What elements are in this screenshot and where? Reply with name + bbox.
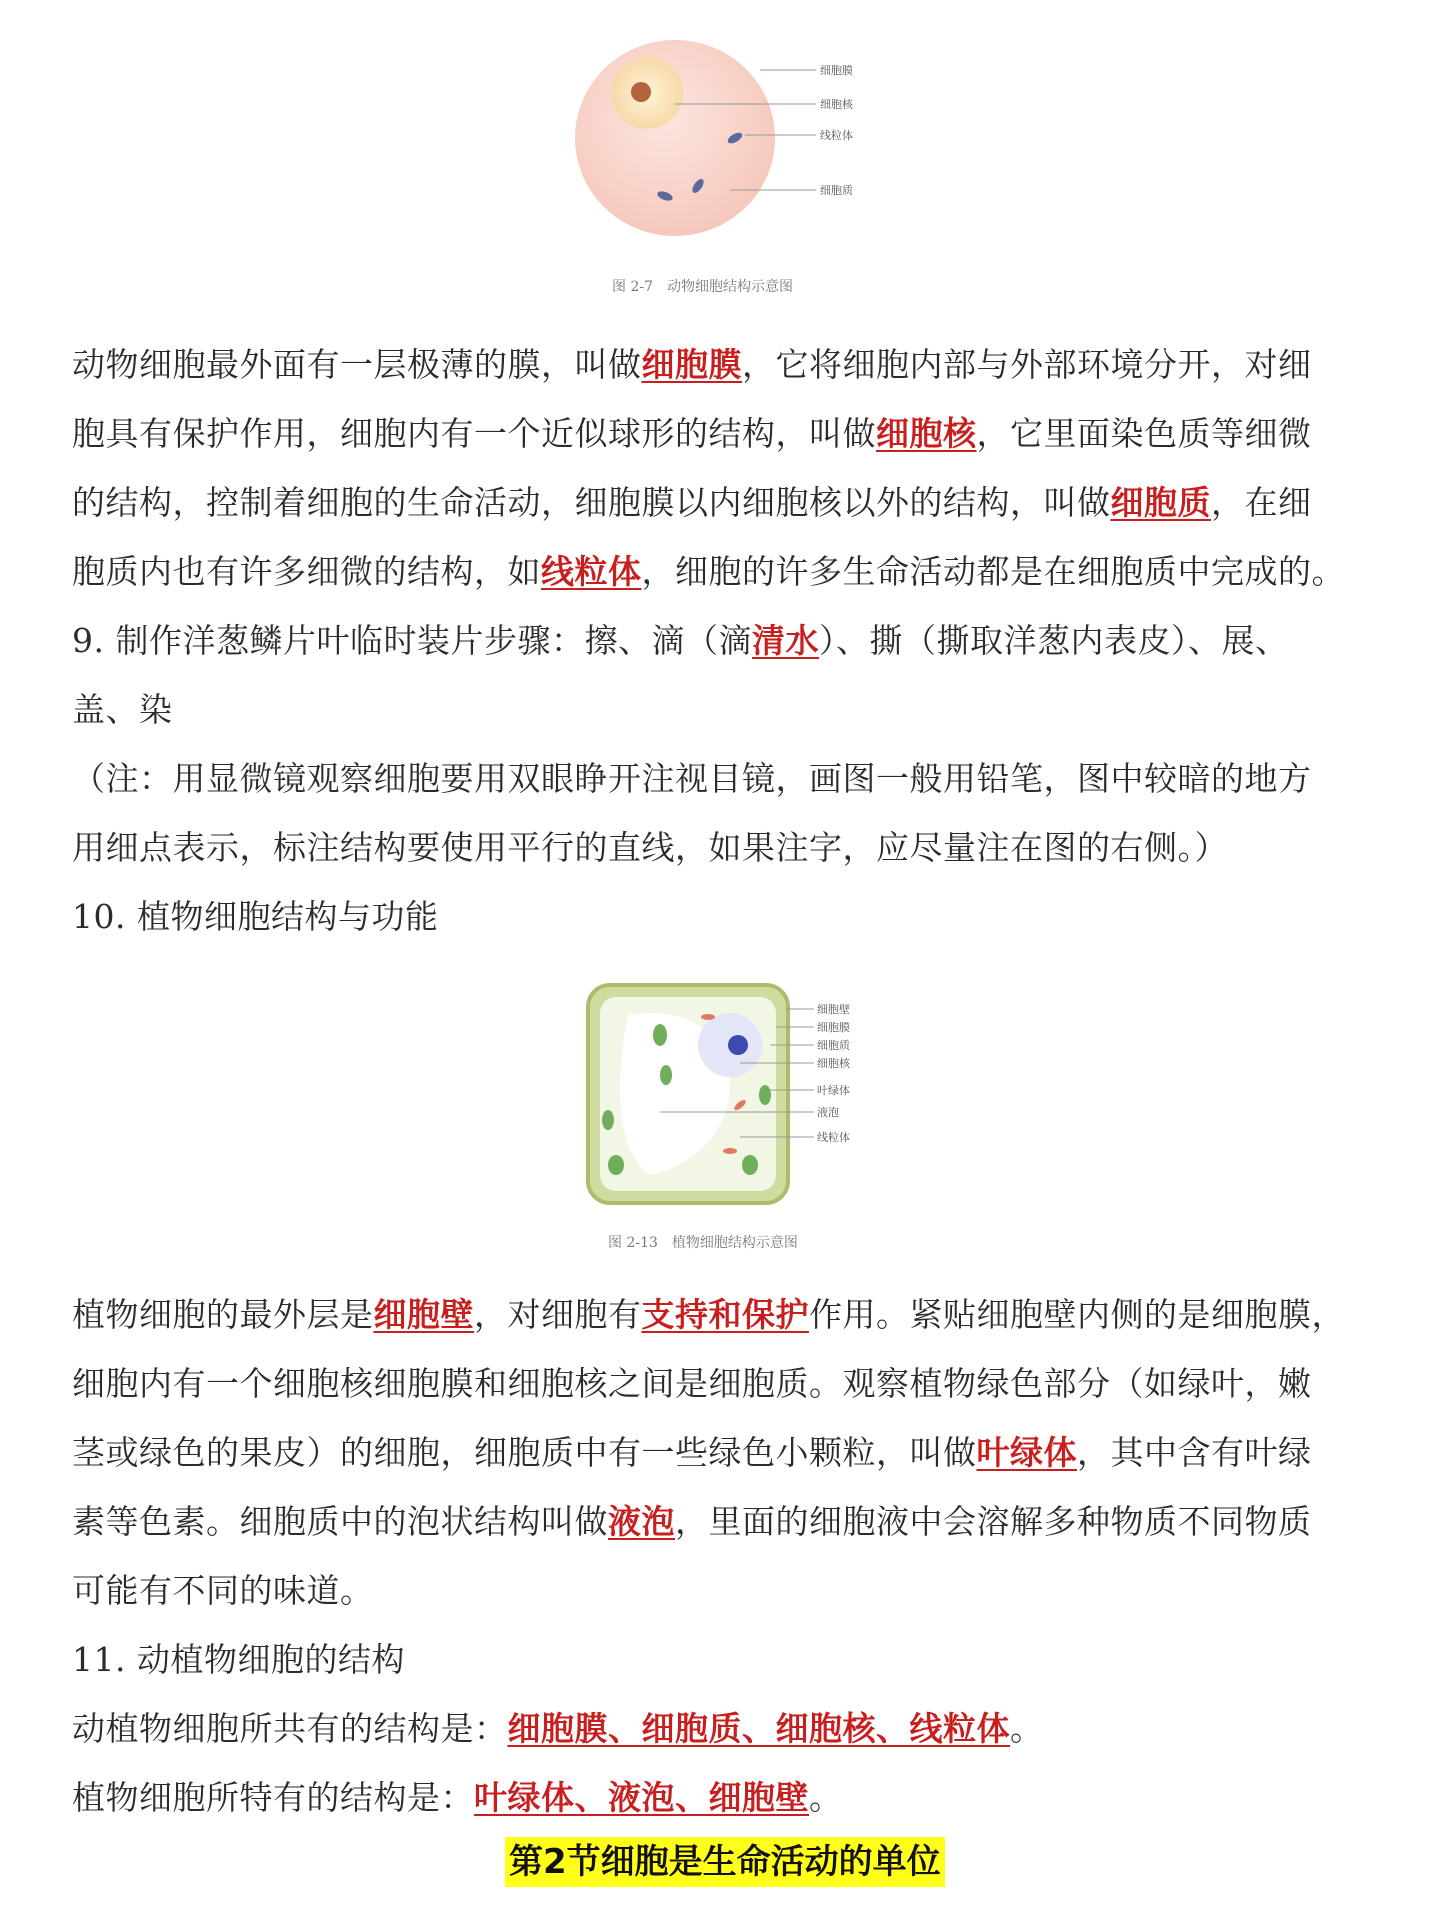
heading-11	[72, 1625, 1402, 1694]
label-nucleus: 细胞核	[820, 98, 853, 111]
text: ，它将细胞内部与外部环境分开，对细	[742, 345, 1312, 384]
label-membrane: 细胞膜	[820, 64, 853, 77]
chloroplast	[608, 1155, 624, 1175]
text: 。	[809, 1778, 843, 1817]
text: 用细点表示，标注结构要使用平行的直线，如果注字，应尽量注在图的右侧。）	[72, 828, 1228, 867]
animal-cell-figure	[560, 18, 880, 258]
plant-cell-diagram	[580, 975, 880, 1215]
text: ，在细	[1211, 483, 1312, 522]
label-vacuole: 液泡	[817, 1106, 839, 1119]
figure1-caption: 图 2-7 动物细胞结构示意图	[612, 279, 793, 295]
keyword-mitochondria: 线粒体	[541, 552, 642, 591]
item-9-paragraph	[72, 606, 1402, 744]
mitochondrion	[701, 1014, 715, 1020]
text: 细胞内有一个细胞核细胞膜和细胞核之间是细胞质。观察植物绿色部分（如绿叶，嫩	[72, 1364, 1312, 1403]
keyword-cytoplasm: 细胞质	[1110, 483, 1211, 522]
chloroplast	[602, 1110, 614, 1130]
text: 素等色素。细胞质中的泡状结构叫做	[72, 1502, 608, 1541]
text: 胞质内也有许多细微的结构，如	[72, 552, 541, 591]
cell-body	[575, 40, 775, 236]
figure2-caption: 图 2-13 植物细胞结构示意图	[608, 1235, 798, 1251]
label-mitochondria: 线粒体	[820, 129, 853, 142]
keyword-nucleus: 细胞核	[876, 414, 977, 453]
heading-10	[72, 882, 1402, 951]
mitochondrion	[723, 1148, 737, 1154]
keyword-water: 清水	[751, 621, 819, 660]
plant-cell-figure	[580, 975, 880, 1215]
label-cell-wall: 细胞壁	[817, 1003, 850, 1016]
text: 可能有不同的味道。	[72, 1571, 374, 1610]
keyword-cell-membrane: 细胞膜	[641, 345, 742, 384]
text: 盖、染	[72, 690, 173, 729]
text: ，对细胞有	[474, 1295, 642, 1334]
text: ，里面的细胞液中会溶解多种物质不同物质	[675, 1502, 1312, 1541]
keyword-cell-wall: 细胞壁	[373, 1295, 474, 1334]
heading-text: 11. 动植物细胞的结构	[72, 1640, 405, 1679]
label-nucleus: 细胞核	[817, 1057, 850, 1070]
text: （注：用显微镜观察细胞要用双眼睁开注视目镜，画图一般用铅笔，图中较暗的地方	[72, 759, 1312, 798]
text: ）、撕（撕取洋葱内表皮）、展、	[818, 621, 1289, 660]
keyword-chloroplast: 叶绿体	[976, 1433, 1077, 1472]
chloroplast	[653, 1024, 667, 1046]
chloroplast	[660, 1065, 672, 1085]
section-title: 第2节细胞是生命活动的单位	[505, 1837, 945, 1887]
label-mitochondria: 线粒体	[817, 1131, 850, 1144]
text: 作用。紧贴细胞壁内侧的是细胞膜，	[809, 1295, 1345, 1334]
animal-cell-diagram	[560, 18, 880, 258]
nucleolus	[631, 82, 651, 102]
text: ，其中含有叶绿	[1077, 1433, 1312, 1472]
text: 植物细胞的最外层是	[72, 1295, 374, 1334]
animal-cell-paragraph	[72, 330, 1402, 606]
label-chloroplast: 叶绿体	[817, 1084, 850, 1097]
chloroplast	[759, 1085, 771, 1105]
nucleolus	[728, 1035, 748, 1055]
keyword-plant-only-structures: 叶绿体、液泡、细胞壁	[474, 1778, 809, 1817]
keyword-support-protect: 支持和保护	[641, 1295, 809, 1334]
heading-text: 10. 植物细胞结构与功能	[72, 897, 439, 936]
text: 的结构，控制着细胞的生命活动，细胞膜以内细胞核以外的结构，叫做	[72, 483, 1111, 522]
text: ，细胞的许多生命活动都是在细胞质中完成的。	[641, 552, 1345, 591]
note-paragraph	[72, 744, 1402, 882]
label-membrane: 细胞膜	[817, 1021, 850, 1034]
text: 动物细胞最外面有一层极薄的膜，叫做	[72, 345, 642, 384]
text: 。	[1010, 1709, 1044, 1748]
label-cytoplasm: 细胞质	[820, 184, 853, 197]
item-11-paragraph	[72, 1694, 1402, 1832]
text: ，它里面染色质等细微	[976, 414, 1312, 453]
text: 植物细胞所特有的结构是：	[72, 1778, 474, 1817]
text: 胞具有保护作用，细胞内有一个近似球形的结构，叫做	[72, 414, 876, 453]
label-cytoplasm: 细胞质	[817, 1039, 850, 1052]
text: 9. 制作洋葱鳞片叶临时装片步骤：擦、滴（滴	[72, 621, 752, 660]
text: 茎或绿色的果皮）的细胞，细胞质中有一些绿色小颗粒，叫做	[72, 1433, 977, 1472]
keyword-vacuole: 液泡	[608, 1502, 675, 1541]
plant-cell-paragraph	[72, 1280, 1402, 1625]
chloroplast	[742, 1155, 758, 1175]
keyword-common-structures: 细胞膜、细胞质、细胞核、线粒体	[507, 1709, 1010, 1748]
text: 动植物细胞所共有的结构是：	[72, 1709, 508, 1748]
